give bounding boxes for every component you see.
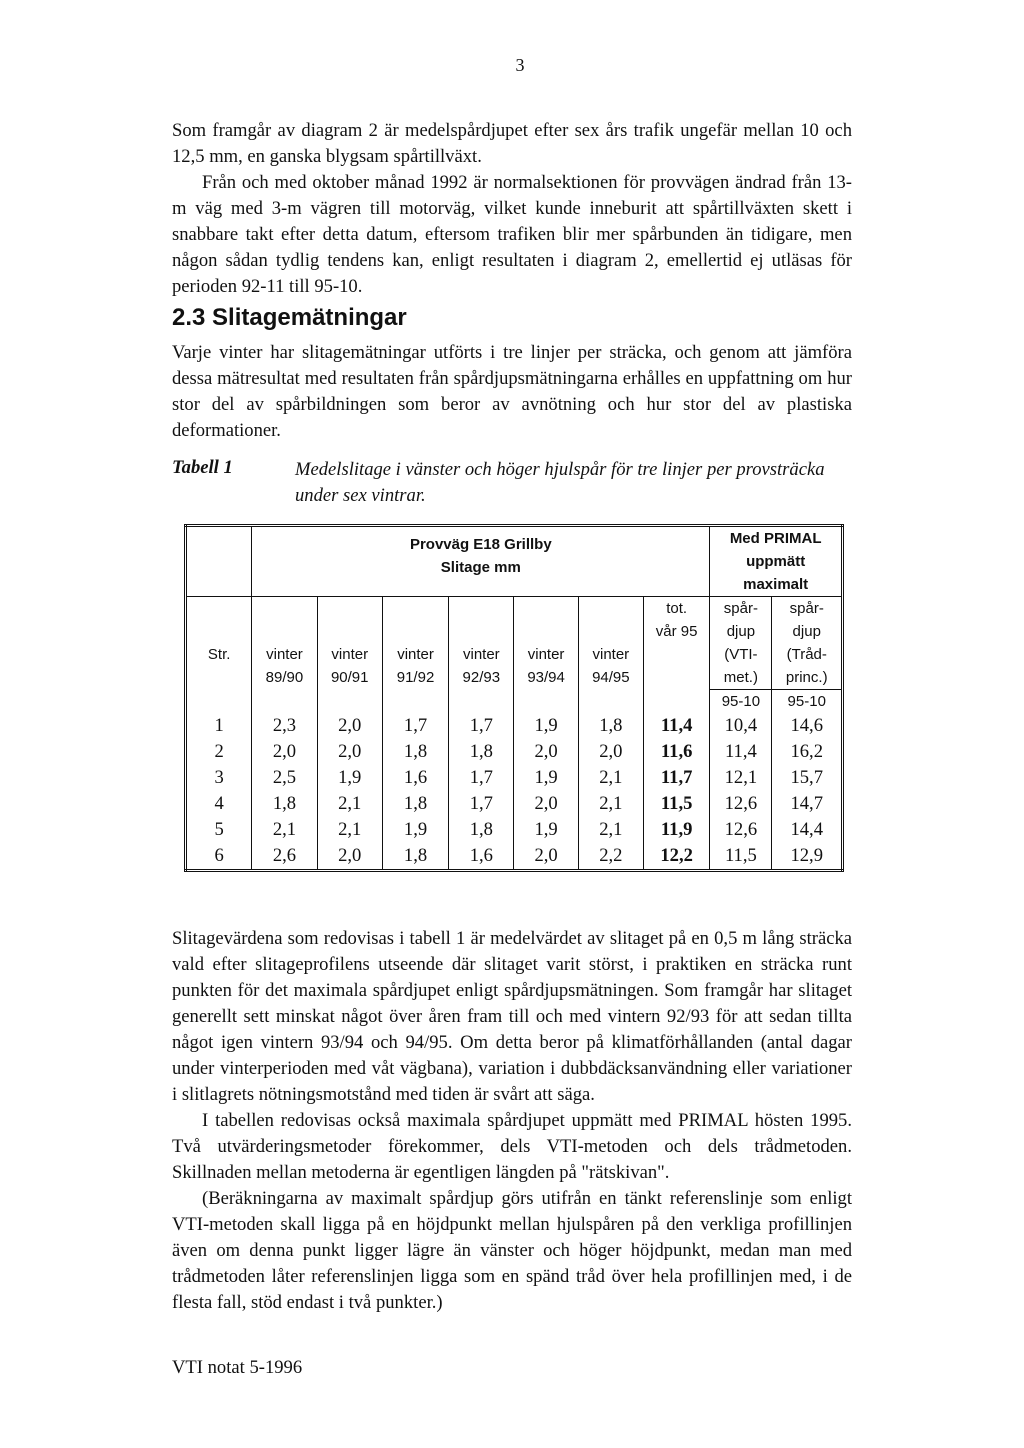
cell-vinter: 1,8 bbox=[382, 843, 448, 871]
cell-vinter: 2,0 bbox=[317, 739, 382, 765]
cell-trad: 14,7 bbox=[772, 791, 843, 817]
discussion-text-block bbox=[172, 926, 852, 1316]
season-4: 92/93 bbox=[449, 666, 514, 690]
cell-vinter: 2,1 bbox=[317, 791, 382, 817]
paragraph-3: Varje vinter har slitagemätningar utförts i tre linjer per sträcka, och genom att jämföra dessa mätresultat med resultaten från spårdjupsmätningarna erhålles en uppfattning om hur stor del av spårbildningen som beror av avnötning och hur stor del av plastiska deformationer. bbox=[172, 342, 852, 441]
cell-vinter: 2,1 bbox=[578, 791, 643, 817]
cell-vinter: 1,8 bbox=[382, 791, 448, 817]
table-label: Tabell 1 bbox=[172, 457, 233, 478]
cell-vti: 11,4 bbox=[710, 739, 772, 765]
cell-str: 6 bbox=[186, 843, 252, 871]
group-header-line-2: Slitage mm bbox=[440, 559, 521, 576]
page-number: 3 bbox=[515, 55, 525, 75]
cell-tot: 11,9 bbox=[643, 817, 709, 843]
cell-vinter: 1,8 bbox=[449, 739, 514, 765]
group-header-provvag bbox=[252, 526, 710, 597]
table-row bbox=[186, 739, 843, 765]
col-trad-line-1: spår- bbox=[772, 597, 843, 621]
season-2: 90/91 bbox=[317, 666, 382, 690]
col-str: Str. bbox=[186, 643, 252, 666]
col-vinter-2: vinter bbox=[317, 643, 382, 666]
season-1: 89/90 bbox=[252, 666, 317, 690]
table-row bbox=[186, 713, 843, 739]
cell-vinter: 2,1 bbox=[578, 817, 643, 843]
cell-vinter: 1,7 bbox=[449, 791, 514, 817]
cell-vinter: 1,8 bbox=[449, 817, 514, 843]
cell-str: 5 bbox=[186, 817, 252, 843]
col-tot-line-1: tot. bbox=[643, 597, 709, 621]
col-vti-line-1: spår- bbox=[710, 597, 772, 621]
cell-vinter: 2,6 bbox=[252, 843, 317, 871]
cell-vinter: 1,8 bbox=[252, 791, 317, 817]
col-trad-line-4: princ.) bbox=[772, 666, 843, 690]
cell-trad: 14,6 bbox=[772, 713, 843, 739]
paragraph-6: (Beräkningarna av maximalt spårdjup görs utifrån en tänkt referenslinje som enligt VTI-metoden skall ligga på en höjdpunkt mellan hjulspåren på den verkliga profillinjen även om denna punkt ligger lägre än vänster och höger höjdpunkt, medan man med trådmetoden låter referenslinjen ligga som en spänd tråd över hela profillinjen med, i de flesta fall, stöd endast i två punkter.) bbox=[172, 1188, 852, 1313]
col-vinter-6: vinter bbox=[578, 643, 643, 666]
cell-vinter: 2,5 bbox=[252, 765, 317, 791]
cell-tot: 11,7 bbox=[643, 765, 709, 791]
paragraph-2: Från och med oktober månad 1992 är normalsektionen för provvägen ändrad från 13-m väg med 3-m vägren till motorväg, vilket kunde inneburit att spårtillväxten skett i snabbare takt efter detta datum, eftersom trafiken blir mer spårbunden än tidigare, men någon sådan tydlig tendens kan, enligt resultaten i diagram 2, emellertid ej utläsas för perioden 92-11 till 95-10. bbox=[172, 172, 852, 297]
col-vinter-5: vinter bbox=[514, 643, 578, 666]
cell-str: 4 bbox=[186, 791, 252, 817]
table-row bbox=[186, 843, 843, 871]
wear-table bbox=[184, 524, 844, 872]
subheader-row-5 bbox=[186, 690, 843, 714]
cell-vinter: 2,0 bbox=[514, 739, 578, 765]
cell-tot: 12,2 bbox=[643, 843, 709, 871]
cell-trad: 14,4 bbox=[772, 817, 843, 843]
section-heading: 2.3 Slitagemätningar bbox=[172, 304, 407, 331]
cell-trad: 16,2 bbox=[772, 739, 843, 765]
cell-vinter: 1,9 bbox=[514, 817, 578, 843]
group-header-primal-2: uppmätt bbox=[710, 550, 843, 573]
cell-vinter: 2,3 bbox=[252, 713, 317, 739]
cell-tot: 11,5 bbox=[643, 791, 709, 817]
group-header-primal-3: maximalt bbox=[710, 573, 843, 597]
cell-vinter: 1,9 bbox=[382, 817, 448, 843]
cell-vti: 12,6 bbox=[710, 791, 772, 817]
subheader-row-3 bbox=[186, 643, 843, 666]
cell-vinter: 1,9 bbox=[514, 765, 578, 791]
cell-vti: 10,4 bbox=[710, 713, 772, 739]
table-row bbox=[186, 765, 843, 791]
cell-vinter: 1,9 bbox=[317, 765, 382, 791]
cell-vinter: 2,0 bbox=[514, 791, 578, 817]
season-6: 94/95 bbox=[578, 666, 643, 690]
season-3: 91/92 bbox=[382, 666, 448, 690]
col-tot-line-2: vår 95 bbox=[643, 620, 709, 643]
col-trad-line-5: 95-10 bbox=[772, 690, 843, 714]
col-vti-line-5: 95-10 bbox=[710, 690, 772, 714]
cell-str: 2 bbox=[186, 739, 252, 765]
group-header-primal-1: Med PRIMAL bbox=[710, 526, 843, 551]
cell-tot: 11,6 bbox=[643, 739, 709, 765]
paragraph-4: Slitagevärdena som redovisas i tabell 1 är medelvärdet av slitaget på en 0,5 m lång sträcka vald efter slitageprofilens utseende där slitaget varit störst, i praktiken en sträcka runt punkten för det maximala spårdjupet enligt spårdjupsmätningen. Som framgår har slitaget generellt sett minskat något över åren fram till och med vintern 92/93 för att sedan tillta något igen vintern 93/94 och 94/95. Om detta beror på klimatförhållanden (antal dagar under vinterperioden med våt vägbana), variation i dubbdäcksanvändning eller variationer i slitlagrets nötningsmotstånd med tiden är svårt att säga. bbox=[172, 928, 852, 1105]
cell-vinter: 2,0 bbox=[514, 843, 578, 871]
intro-text-block bbox=[172, 118, 852, 300]
cell-vinter: 1,7 bbox=[449, 713, 514, 739]
col-trad-line-2: djup bbox=[772, 620, 843, 643]
cell-vinter: 1,7 bbox=[449, 765, 514, 791]
cell-vinter: 1,8 bbox=[578, 713, 643, 739]
footer: VTI notat 5-1996 bbox=[172, 1357, 303, 1378]
col-vti-line-3: (VTI- bbox=[710, 643, 772, 666]
col-vti-line-2: djup bbox=[710, 620, 772, 643]
table-row bbox=[186, 817, 843, 843]
cell-vinter: 2,0 bbox=[317, 843, 382, 871]
cell-tot: 11,4 bbox=[643, 713, 709, 739]
cell-str: 3 bbox=[186, 765, 252, 791]
cell-vti: 11,5 bbox=[710, 843, 772, 871]
cell-vinter: 2,1 bbox=[252, 817, 317, 843]
cell-vinter: 1,7 bbox=[382, 713, 448, 739]
cell-vinter: 2,1 bbox=[578, 765, 643, 791]
cell-vinter: 1,9 bbox=[514, 713, 578, 739]
paragraph-5: I tabellen redovisas också maximala spårdjupet uppmätt med PRIMAL hösten 1995. Två utvärderingsmetoder förekommer, dels VTI-metoden och dels trådmetoden. Skillnaden mellan metoderna är egentligen längden på "rätskivan". bbox=[172, 1110, 852, 1183]
table-caption: Medelslitage i vänster och höger hjulspår för tre linjer per provsträcka under sex vintrar. bbox=[295, 459, 825, 506]
cell-vinter: 1,6 bbox=[449, 843, 514, 871]
cell-vinter: 2,1 bbox=[317, 817, 382, 843]
cell-vinter: 2,0 bbox=[252, 739, 317, 765]
cell-trad: 15,7 bbox=[772, 765, 843, 791]
header-blank-cell bbox=[186, 526, 252, 597]
cell-vti: 12,1 bbox=[710, 765, 772, 791]
subheader-row-1 bbox=[186, 597, 843, 621]
subheader-row-2 bbox=[186, 620, 843, 643]
paragraph-1: Som framgår av diagram 2 är medelspårdjupet efter sex års trafik ungefär mellan 10 och 12,5 mm, en ganska blygsam spårtillväxt. bbox=[172, 120, 852, 167]
col-vinter-1: vinter bbox=[252, 643, 317, 666]
cell-trad: 12,9 bbox=[772, 843, 843, 871]
col-trad-line-3: (Tråd- bbox=[772, 643, 843, 666]
cell-str: 1 bbox=[186, 713, 252, 739]
cell-vinter: 2,0 bbox=[317, 713, 382, 739]
cell-vinter: 1,6 bbox=[382, 765, 448, 791]
table-row bbox=[186, 791, 843, 817]
season-5: 93/94 bbox=[514, 666, 578, 690]
subheader-row-4 bbox=[186, 666, 843, 690]
col-vinter-3: vinter bbox=[382, 643, 448, 666]
cell-vinter: 1,8 bbox=[382, 739, 448, 765]
col-vti-line-4: met.) bbox=[710, 666, 772, 690]
cell-vti: 12,6 bbox=[710, 817, 772, 843]
cell-vinter: 2,2 bbox=[578, 843, 643, 871]
col-vinter-4: vinter bbox=[449, 643, 514, 666]
group-header-line-1: Provväg E18 Grillby bbox=[409, 536, 552, 553]
cell-vinter: 2,0 bbox=[578, 739, 643, 765]
